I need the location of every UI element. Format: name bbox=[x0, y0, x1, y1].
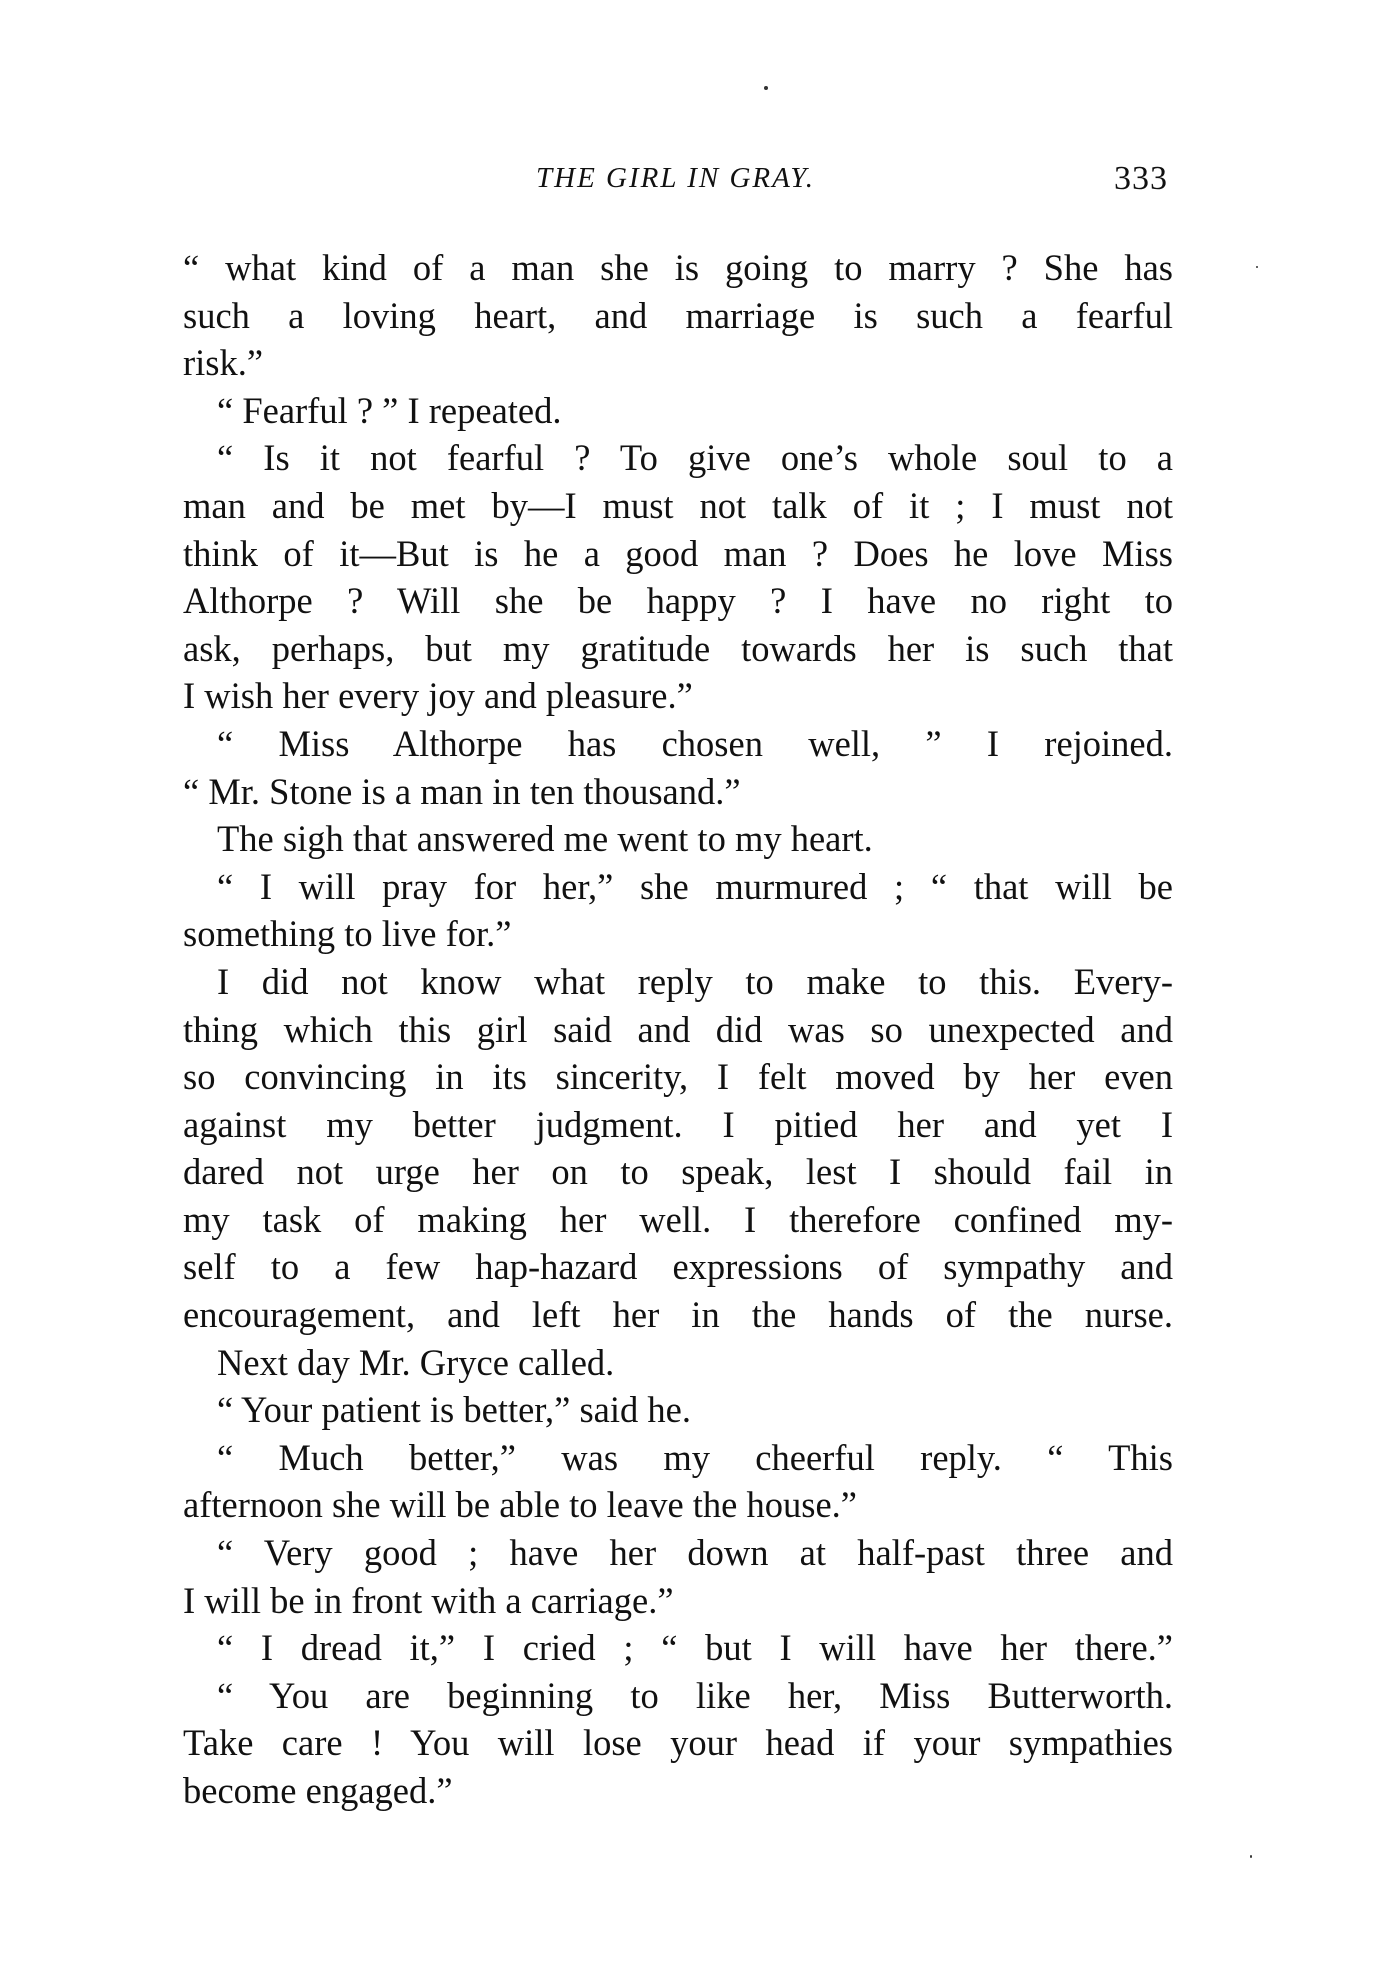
text-line: think of it—But is he a good man ? Does he love Miss bbox=[183, 532, 1173, 574]
page-number: 333 bbox=[1114, 160, 1168, 197]
text-line: “ Fearful ? ” I repeated. bbox=[217, 389, 562, 431]
text-line: “ Is it not fearful ? To give one’s whole soul to a bbox=[217, 437, 1173, 479]
text-line: “ Very good ; have her down at half-past three and bbox=[217, 1532, 1173, 1574]
text-line: “ You are beginning to like her, Miss Butterworth. bbox=[217, 1674, 1173, 1716]
text-line: encouragement, and left her in the hands of the nurse. bbox=[183, 1294, 1173, 1336]
text-line: I will be in front with a carriage.” bbox=[183, 1579, 674, 1621]
text-line: “ I dread it,” I cried ; “ but I will have her there.” bbox=[217, 1627, 1173, 1669]
page-header bbox=[183, 158, 1168, 208]
text-line: man and be met by—I must not talk of it ; I must not bbox=[183, 484, 1173, 526]
text-line: such a loving heart, and marriage is such a fearful bbox=[183, 294, 1173, 336]
print-speck bbox=[764, 86, 768, 90]
text-line: dared not urge her on to speak, lest I should fail in bbox=[183, 1151, 1173, 1193]
running-title: THE GIRL IN GRAY. bbox=[536, 162, 815, 194]
text-line: Althorpe ? Will she be happy ? I have no right to bbox=[183, 580, 1173, 622]
text-line: “ Your patient is better,” said he. bbox=[217, 1389, 691, 1431]
text-line: so convincing in its sincerity, I felt moved by her even bbox=[183, 1056, 1173, 1098]
print-speck bbox=[1256, 266, 1258, 268]
text-line: “ Miss Althorpe has chosen well, ” I rejoined. bbox=[217, 722, 1173, 764]
text-line: The sigh that answered me went to my heart. bbox=[217, 818, 873, 860]
text-line: my task of making her well. I therefore confined my- bbox=[183, 1198, 1173, 1240]
text-line: “ Much better,” was my cheerful reply. “ This bbox=[217, 1436, 1173, 1478]
text-line: “ Mr. Stone is a man in ten thousand.” bbox=[183, 770, 741, 812]
text-line: “ what kind of a man she is going to marry ? She has bbox=[183, 247, 1173, 288]
text-line: I did not know what reply to make to this. Every- bbox=[217, 960, 1173, 1002]
text-line: Take care ! You will lose your head if your sympathies bbox=[183, 1722, 1173, 1764]
text-line: “ I will pray for her,” she murmured ; “ that will be bbox=[217, 865, 1173, 907]
body-text bbox=[183, 244, 1173, 1815]
text-line: ask, perhaps, but my gratitude towards her is such that bbox=[183, 627, 1173, 669]
text-line: risk.” bbox=[183, 342, 264, 384]
print-speck bbox=[1250, 1855, 1252, 1858]
text-line: something to live for.” bbox=[183, 913, 512, 955]
text-line: become engaged.” bbox=[183, 1770, 453, 1811]
text-line: thing which this girl said and did was so unexpected and bbox=[183, 1008, 1173, 1050]
text-line: self to a few hap-hazard expressions of sympathy and bbox=[183, 1246, 1173, 1288]
text-line: I wish her every joy and pleasure.” bbox=[183, 675, 693, 717]
text-line: Next day Mr. Gryce called. bbox=[217, 1341, 615, 1383]
text-line: afternoon she will be able to leave the house.” bbox=[183, 1484, 857, 1526]
text-line: against my better judgment. I pitied her and yet I bbox=[183, 1103, 1173, 1145]
